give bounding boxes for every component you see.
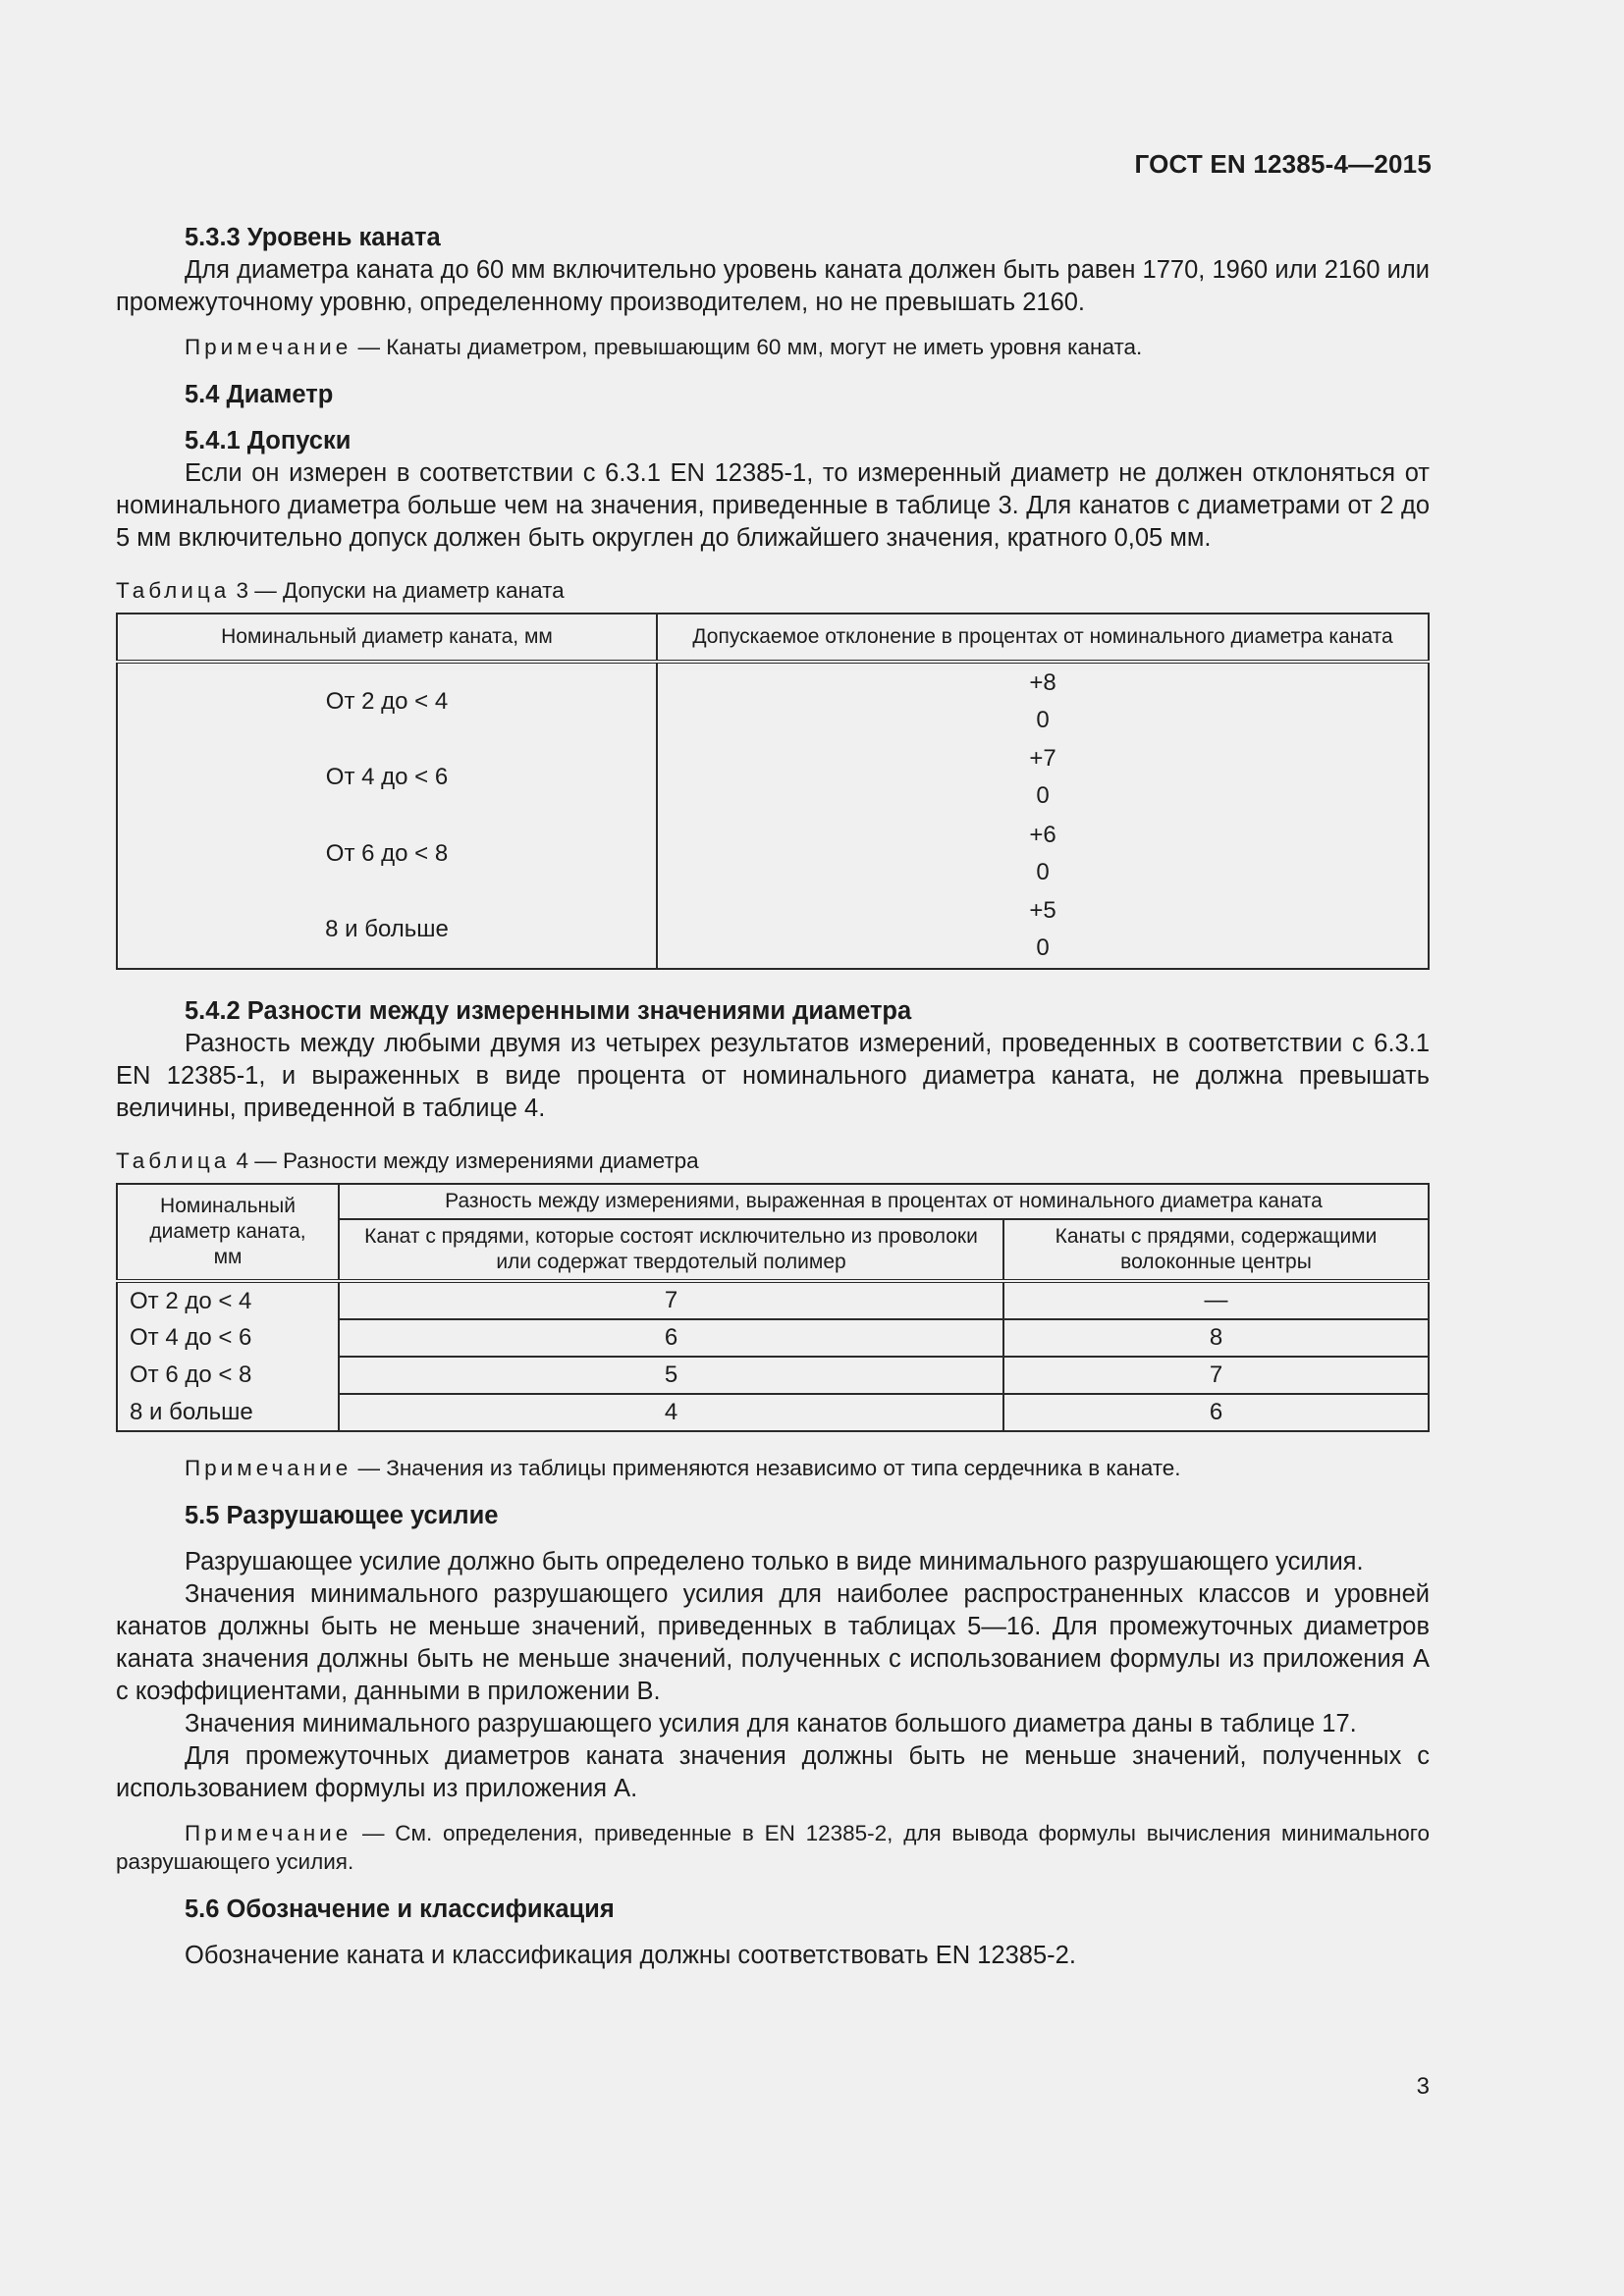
section-heading-56: 5.6 Обозначение и классификация	[185, 1896, 615, 1923]
table3-caption	[116, 576, 1430, 605]
table3-row-tolerance	[658, 664, 1428, 740]
table4-cell-range: 8 и больше	[117, 1394, 339, 1431]
table4-cell-range: От 6 до < 8	[117, 1357, 339, 1394]
page-header: ГОСТ EN 12385-4—2015	[1134, 149, 1432, 179]
paragraph-541: Если он измерен в соответствии с 6.3.1 EN 12385-1, то измеренный диаметр не должен отклоняться от номинального диаметра больше чем на значения, приведенные в таблице 3. Для канатов с диаметрами от 2 до 5 мм включительно допуск должен быть округлен до ближайшего значения, кратного 0,05 мм.	[116, 459, 1430, 552]
table3-range-column	[117, 662, 657, 969]
tolerance-lower: 0	[1036, 782, 1050, 810]
note-text: — См. определения, приведенные в EN 12385-2, для вывода формулы вычисления минимального разрушающего усилия.	[116, 1821, 1430, 1874]
note-text: — Значения из таблицы применяются независимо от типа сердечника в канате.	[352, 1456, 1181, 1480]
table-4	[116, 1183, 1430, 1432]
section-heading-54: 5.4 Диаметр	[185, 381, 334, 408]
table4-cell-range: От 2 до < 4	[117, 1281, 339, 1319]
table3-caption-label: Таблица	[116, 578, 231, 603]
note-table4	[116, 1454, 1430, 1482]
table4-header-fibre-strands: Канаты с прядями, содержащими волоконные центры	[1003, 1219, 1429, 1281]
section-heading-542: 5.4.2 Разности между измеренными значениями диаметра	[185, 997, 912, 1025]
table3-header-col2: Допускаемое отклонение в процентах от номинального диаметра каната	[657, 614, 1429, 662]
table-row	[117, 1319, 1429, 1357]
tolerance-upper: +8	[1029, 668, 1056, 696]
note-text: — Канаты диаметром, превышающим 60 мм, могут не иметь уровня каната.	[352, 335, 1143, 359]
table4-cell-fibre: 7	[1003, 1357, 1429, 1394]
table4-header-diameter: Номинальный диаметр каната, мм	[117, 1184, 339, 1281]
tolerance-upper: +7	[1029, 745, 1056, 773]
table4-caption-label: Таблица	[116, 1148, 231, 1173]
table4-header-group: Разность между измерениями, выраженная в процентах от номинального диаметра каната	[339, 1184, 1429, 1219]
note-label: Примечание	[185, 335, 352, 359]
paragraph-55-3: Значения минимального разрушающего усилия для канатов большого диаметра даны в таблице 17.	[185, 1710, 1357, 1737]
note-533	[116, 333, 1430, 361]
table3-row-range: 8 и больше	[325, 916, 449, 943]
tolerance-upper: +5	[1029, 897, 1056, 925]
note-label: Примечание	[185, 1821, 352, 1845]
tolerance-lower: 0	[1036, 858, 1050, 885]
section-heading-541: 5.4.1 Допуски	[185, 427, 352, 454]
tolerance-upper: +6	[1029, 821, 1056, 848]
table-row	[117, 1281, 1429, 1319]
table4-header-wire-strands: Канат с прядями, которые состоят исключительно из проволоки или содержат твердотелый полимер	[339, 1219, 1003, 1281]
table4-cell-wire: 4	[339, 1394, 1003, 1431]
note-label: Примечание	[185, 1456, 352, 1480]
note-55	[116, 1819, 1430, 1876]
section-heading-55: 5.5 Разрушающее усилие	[185, 1502, 499, 1529]
table4-cell-range: От 4 до < 6	[117, 1319, 339, 1357]
table3-row-range: От 4 до < 6	[325, 764, 449, 791]
table4-cell-fibre: 8	[1003, 1319, 1429, 1357]
table4-cell-fibre: 6	[1003, 1394, 1429, 1431]
tolerance-lower: 0	[1036, 706, 1050, 733]
table-row	[117, 1357, 1429, 1394]
table4-caption-text: 4 — Разности между измерениями диаметра	[230, 1148, 699, 1173]
paragraph-55-1: Разрушающее усилие должно быть определено только в виде минимального разрушающего усилия.	[185, 1548, 1364, 1575]
page-number: 3	[1416, 2073, 1430, 2100]
table4-cell-wire: 7	[339, 1281, 1003, 1319]
table4-cell-fibre: —	[1003, 1281, 1429, 1319]
table-row	[117, 1394, 1429, 1431]
table3-row-tolerance	[658, 740, 1428, 817]
table3-caption-text: 3 — Допуски на диаметр каната	[230, 578, 565, 603]
paragraph-55-2: Значения минимального разрушающего усилия для наиболее распространенных классов и уровней канатов должны быть не меньше значений, приведенных в таблицах 5—16. Для промежуточных диаметров каната значения должны быть не меньше значений, полученных с использованием формулы из приложения А с коэффициентами, данными в приложении В.	[116, 1580, 1430, 1705]
paragraph-55-4: Для промежуточных диаметров каната значения должны быть не меньше значений, полученных с использованием формулы из приложения А.	[116, 1742, 1430, 1802]
paragraph-542: Разность между любыми двумя из четырех результатов измерений, проведенных в соответствии с 6.3.1 EN 12385-1, и выраженных в виде процента от номинального диаметра каната, не должна превышать величины, приведенной в таблице 4.	[116, 1030, 1430, 1122]
table-3	[116, 613, 1430, 970]
table4-caption	[116, 1147, 1430, 1175]
table3-header-col1: Номинальный диаметр каната, мм	[117, 614, 657, 662]
table3-tolerance-column	[657, 662, 1429, 969]
table4-cell-wire: 6	[339, 1319, 1003, 1357]
paragraph-533: Для диаметра каната до 60 мм включительно уровень каната должен быть равен 1770, 1960 или 2160 или промежуточному уровню, определенному производителем, но не превышать 2160.	[116, 256, 1430, 316]
table3-row-tolerance	[658, 892, 1428, 969]
section-heading-533: 5.3.3 Уровень каната	[185, 224, 441, 251]
page-content	[116, 222, 1430, 1972]
table3-row-range: От 6 до < 8	[325, 839, 449, 867]
table4-cell-wire: 5	[339, 1357, 1003, 1394]
paragraph-56: Обозначение каната и классификация должны соответствовать EN 12385-2.	[185, 1942, 1076, 1969]
tolerance-lower: 0	[1036, 934, 1050, 962]
table3-row-range: От 2 до < 4	[325, 687, 449, 715]
table3-row-tolerance	[658, 816, 1428, 892]
